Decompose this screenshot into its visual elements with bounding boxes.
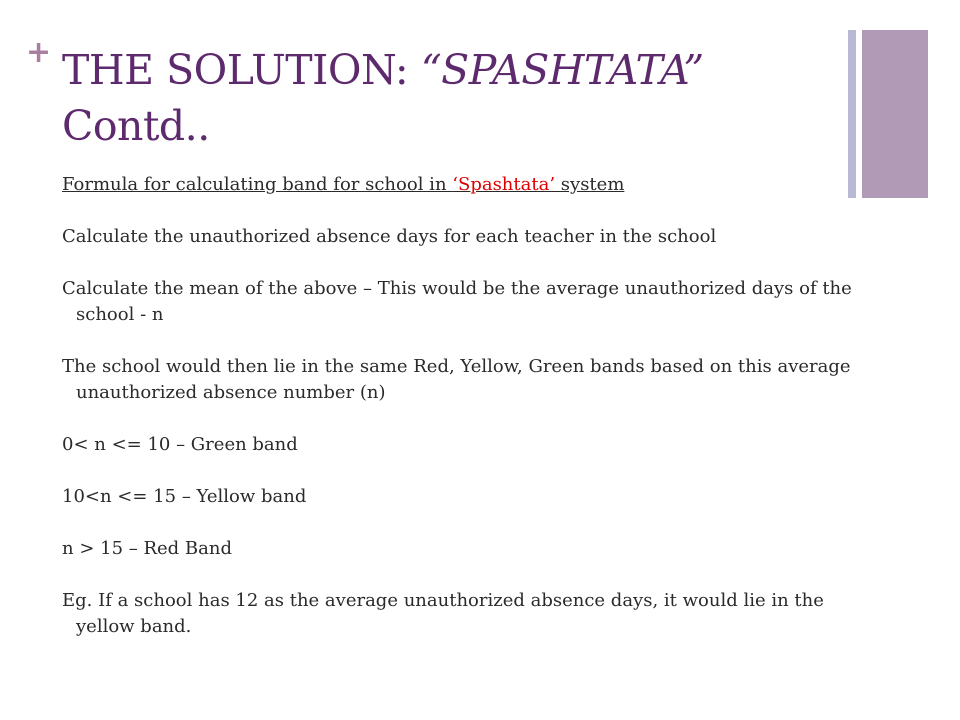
paragraph-red-band: n > 15 – Red Band bbox=[62, 538, 232, 559]
slide-body bbox=[62, 172, 852, 640]
paragraph-step-1: Calculate the unauthorized absence days for each teacher in the school bbox=[62, 226, 717, 247]
formula-heading bbox=[62, 172, 852, 198]
paragraph-green-band: 0< n <= 10 – Green band bbox=[62, 434, 298, 455]
formula-highlight: ‘Spashtata’ bbox=[452, 174, 556, 195]
title-line2: Contd.. bbox=[62, 102, 210, 150]
title-prefix: THE SOLUTION: bbox=[62, 46, 421, 94]
formula-before: Formula for calculating band for school in bbox=[62, 174, 453, 195]
paragraph-yellow-band: 10<n <= 15 – Yellow band bbox=[62, 486, 307, 507]
paragraph-step-2: Calculate the mean of the above – This would be the average unauthorized days of the school - n bbox=[62, 278, 852, 325]
plus-icon: + bbox=[26, 35, 52, 70]
paragraph-example: Eg. If a school has 12 as the average unauthorized absence days, it would lie in the yellow band. bbox=[62, 590, 824, 637]
decorative-bar-wide bbox=[862, 30, 928, 198]
formula-after: system bbox=[555, 174, 625, 195]
slide-title bbox=[62, 42, 832, 154]
title-emphasis: “SPASHTATA” bbox=[420, 46, 704, 94]
paragraph-step-3: The school would then lie in the same Red, Yellow, Green bands based on this average unauthorized absence number (n) bbox=[62, 356, 851, 403]
